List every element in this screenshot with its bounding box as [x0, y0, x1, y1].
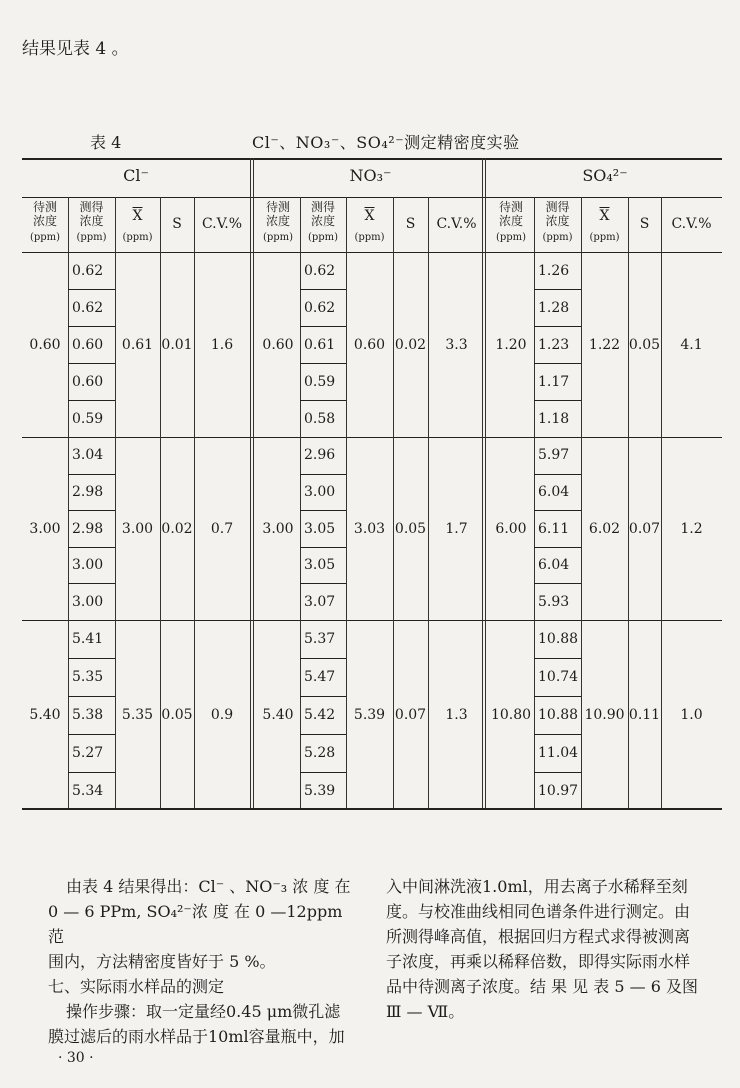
- sub-row-rule: [300, 289, 346, 290]
- sub-row-rule: [68, 400, 115, 401]
- header-meas-line1: 测得: [545, 200, 570, 214]
- mean-cell: 0.60: [353, 336, 386, 353]
- mean-cell: 3.03: [353, 520, 386, 537]
- header-cv: C.V.%: [201, 216, 243, 232]
- sub-row-rule: [534, 583, 581, 584]
- group-header-rule: [22, 197, 722, 198]
- sub-row-rule: [300, 658, 346, 659]
- sub-row-rule: [300, 772, 346, 773]
- measured-cell: 3.05: [304, 557, 336, 574]
- sub-row-rule: [300, 547, 346, 548]
- measured-cell: 0.60: [72, 336, 104, 353]
- measured-cell: 0.62: [304, 299, 336, 316]
- measured-cell: 2.98: [72, 483, 104, 500]
- table-caption-title: Cl⁻、NO₃⁻、SO₄²⁻测定精密度实验: [252, 133, 520, 152]
- sub-row-rule: [534, 658, 581, 659]
- measured-cell: 10.88: [538, 631, 579, 647]
- group-divider: [250, 158, 251, 808]
- header-conc-line1: 待测: [498, 200, 523, 214]
- measured-cell: 11.04: [538, 745, 579, 761]
- measured-cell: 5.39: [304, 783, 336, 799]
- measured-cell: 3.04: [72, 447, 104, 464]
- measured-cell: 10.74: [538, 669, 579, 685]
- measured-cell: 5.97: [538, 447, 570, 464]
- measured-cell: 1.18: [538, 410, 570, 427]
- header-s: S: [172, 216, 182, 232]
- measured-cell: 5.38: [72, 707, 104, 723]
- header-meas-line1: 测得: [310, 200, 335, 214]
- text-line: Ⅲ — Ⅶ。: [386, 1002, 465, 1021]
- conc-cell: 3.00: [29, 520, 61, 537]
- measured-cell: 2.98: [72, 520, 104, 537]
- measured-cell: 0.61: [304, 336, 336, 353]
- measured-cell: 0.62: [72, 262, 104, 279]
- text-line: 子浓度，再乘以稀释倍数，即得实际雨水样: [386, 952, 691, 971]
- table-bottom-rule: [22, 808, 722, 810]
- header-mean-unit: (ppm): [589, 232, 620, 243]
- sub-row-rule: [534, 734, 581, 735]
- measured-cell: 3.05: [304, 520, 336, 537]
- text-line: 膜过滤后的雨水样品于10ml容量瓶中，加: [48, 1027, 345, 1046]
- sub-row-rule: [68, 474, 115, 475]
- s-cell: 0.05: [394, 520, 427, 537]
- conc-cell: 5.40: [262, 707, 294, 723]
- sub-row-rule: [68, 734, 115, 735]
- measured-cell: 0.62: [72, 299, 104, 316]
- header-meas-line2: 浓度: [545, 214, 570, 228]
- sub-row-rule: [300, 326, 346, 327]
- s-cell: 0.07: [628, 520, 661, 537]
- measured-cell: 5.93: [538, 593, 570, 610]
- sub-row-rule: [300, 583, 346, 584]
- s-cell: 0.02: [161, 520, 193, 537]
- sub-row-rule: [534, 772, 581, 773]
- measured-cell: 10.97: [538, 783, 579, 799]
- header-meas-line2: 浓度: [310, 214, 335, 228]
- measured-cell: 0.59: [304, 373, 336, 390]
- s-cell: 0.11: [628, 707, 661, 723]
- sub-row-rule: [68, 289, 115, 290]
- group-divider: [485, 158, 486, 808]
- block-rule: [22, 620, 722, 621]
- cv-cell: 3.3: [445, 336, 468, 353]
- ion-group-header: Cl⁻: [123, 166, 149, 185]
- sub-row-rule: [534, 547, 581, 548]
- header-meas-unit: (ppm): [307, 232, 339, 243]
- page-number: · 30 ·: [58, 1050, 94, 1066]
- mean-cell: 10.90: [584, 707, 625, 723]
- group-divider: [253, 158, 254, 808]
- sub-row-rule: [68, 772, 115, 773]
- cv-cell: 0.9: [210, 707, 234, 723]
- text-line: 度。与校准曲线相同色谱条件进行测定。由: [386, 902, 691, 921]
- sub-row-rule: [68, 363, 115, 364]
- sub-row-rule: [534, 696, 581, 697]
- sub-row-rule: [300, 734, 346, 735]
- measured-cell: 0.58: [304, 410, 336, 427]
- sub-row-rule: [68, 583, 115, 584]
- text-line: 品中待测离子浓度。结 果 见 表 5 — 6 及图: [386, 977, 698, 996]
- conc-cell: 0.60: [262, 336, 294, 353]
- header-s: S: [639, 216, 650, 232]
- header-conc-line2: 浓度: [32, 214, 57, 228]
- measured-cell: 5.41: [72, 631, 104, 647]
- header-conc-line2: 浓度: [265, 214, 290, 228]
- conc-cell: 6.00: [495, 520, 527, 537]
- s-cell: 0.05: [628, 336, 661, 353]
- header-s: S: [405, 216, 416, 232]
- s-cell: 0.05: [161, 707, 193, 723]
- header-mean-unit: (ppm): [354, 232, 385, 243]
- measured-cell: 5.27: [72, 745, 104, 761]
- measured-cell: 6.11: [538, 520, 570, 537]
- block-rule: [22, 437, 722, 438]
- ion-group-header: NO₃⁻: [349, 166, 392, 185]
- sub-row-rule: [534, 474, 581, 475]
- measured-cell: 1.28: [538, 299, 570, 316]
- measured-cell: 6.04: [538, 557, 570, 574]
- text-line: 围内，方法精密度皆好于 5 %。: [48, 952, 276, 971]
- measured-cell: 6.04: [538, 483, 570, 500]
- header-conc-unit: (ppm): [29, 232, 61, 243]
- sub-row-rule: [534, 400, 581, 401]
- mean-cell: 3.00: [121, 520, 154, 537]
- sub-row-rule: [534, 326, 581, 327]
- measured-cell: 2.96: [304, 447, 336, 464]
- text-line: 操作步骤：取一定量经0.45 μm微孔滤: [66, 1002, 341, 1021]
- sub-row-rule: [534, 363, 581, 364]
- measured-cell: 5.42: [304, 707, 336, 723]
- text-line: 由表 4 结果得出：Cl⁻ 、NO⁻₃ 浓 度 在: [66, 877, 351, 896]
- measured-cell: 1.17: [538, 373, 570, 390]
- cv-cell: 1.3: [445, 707, 468, 723]
- sub-row-rule: [300, 474, 346, 475]
- measured-cell: 10.88: [538, 707, 579, 723]
- sub-row-rule: [300, 510, 346, 511]
- header-cv: C.V.%: [436, 216, 477, 232]
- mean-cell: 1.22: [588, 336, 621, 353]
- header-conc-unit: (ppm): [495, 232, 527, 243]
- measured-cell: 3.00: [72, 593, 104, 610]
- measured-cell: 1.26: [538, 262, 570, 279]
- conc-cell: 10.80: [490, 707, 532, 723]
- intro-text: 结果见表 4 。: [22, 39, 129, 59]
- header-mean: $\overline{X}$: [132, 208, 143, 224]
- s-cell: 0.07: [394, 707, 427, 723]
- measured-cell: 5.35: [72, 669, 104, 685]
- header-meas-unit: (ppm): [542, 232, 573, 243]
- measured-cell: 3.00: [304, 483, 336, 500]
- conc-cell: 3.00: [262, 520, 294, 537]
- cv-cell: 1.0: [680, 707, 703, 723]
- ion-group-header: SO₄²⁻: [582, 166, 628, 185]
- measured-cell: 0.59: [72, 410, 104, 427]
- sub-row-rule: [68, 547, 115, 548]
- header-meas-line1: 测得: [79, 200, 104, 214]
- header-meas-line2: 浓度: [79, 214, 104, 228]
- text-line: 0 — 6 PPm, SO₄²⁻浓 度 在 0 —12ppm 范: [48, 902, 343, 946]
- conc-cell: 5.40: [29, 707, 61, 723]
- sub-row-rule: [68, 510, 115, 511]
- mean-cell: 6.02: [588, 520, 621, 537]
- s-cell: 0.01: [161, 336, 193, 353]
- table-caption-label: 表 4: [90, 133, 122, 152]
- header-mean: $\overline{X}$: [599, 208, 610, 224]
- sub-row-rule: [300, 400, 346, 401]
- table-top-rule: [22, 158, 722, 160]
- cv-cell: 1.6: [210, 336, 234, 353]
- header-cv: C.V.%: [671, 216, 712, 232]
- conc-cell: 1.20: [495, 336, 527, 353]
- mean-cell: 5.35: [121, 707, 154, 723]
- header-conc-line1: 待测: [265, 200, 290, 214]
- sub-row-rule: [300, 363, 346, 364]
- measured-cell: 5.28: [304, 745, 336, 761]
- sub-row-rule: [68, 326, 115, 327]
- subheader-rule: [22, 252, 722, 253]
- cv-cell: 1.2: [680, 520, 703, 537]
- measured-cell: 1.23: [538, 336, 570, 353]
- measured-cell: 0.62: [304, 262, 336, 279]
- section-heading: 七、实际雨水样品的测定: [48, 977, 225, 996]
- text-line: 所测得峰高值，根据回归方程式求得被测离: [386, 927, 691, 946]
- header-mean-unit: (ppm): [122, 232, 153, 243]
- measured-cell: 5.37: [304, 631, 336, 647]
- mean-cell: 0.61: [121, 336, 154, 353]
- header-mean: $\overline{X}$: [364, 208, 375, 224]
- right-text-column: [386, 874, 711, 1024]
- header-conc-line2: 浓度: [498, 214, 523, 228]
- s-cell: 0.02: [394, 336, 427, 353]
- measured-cell: 0.60: [72, 373, 104, 390]
- sub-row-rule: [300, 696, 346, 697]
- text-line: 入中间淋洗液1.0ml，用去离子水稀释至刻: [386, 877, 688, 896]
- header-conc-unit: (ppm): [262, 232, 294, 243]
- mean-cell: 5.39: [353, 707, 386, 723]
- cv-cell: 4.1: [680, 336, 703, 353]
- measured-cell: 5.47: [304, 669, 336, 685]
- header-meas-unit: (ppm): [76, 232, 107, 243]
- sub-row-rule: [534, 289, 581, 290]
- sub-row-rule: [68, 658, 115, 659]
- measured-cell: 3.07: [304, 593, 336, 610]
- header-conc-line1: 待测: [32, 200, 57, 214]
- sub-row-rule: [534, 510, 581, 511]
- measured-cell: 3.00: [72, 557, 104, 574]
- cv-cell: 1.7: [445, 520, 468, 537]
- measured-cell: 5.34: [72, 783, 104, 799]
- left-text-column: [48, 874, 363, 1049]
- cv-cell: 0.7: [210, 520, 234, 537]
- conc-cell: 0.60: [29, 336, 61, 353]
- sub-row-rule: [68, 696, 115, 697]
